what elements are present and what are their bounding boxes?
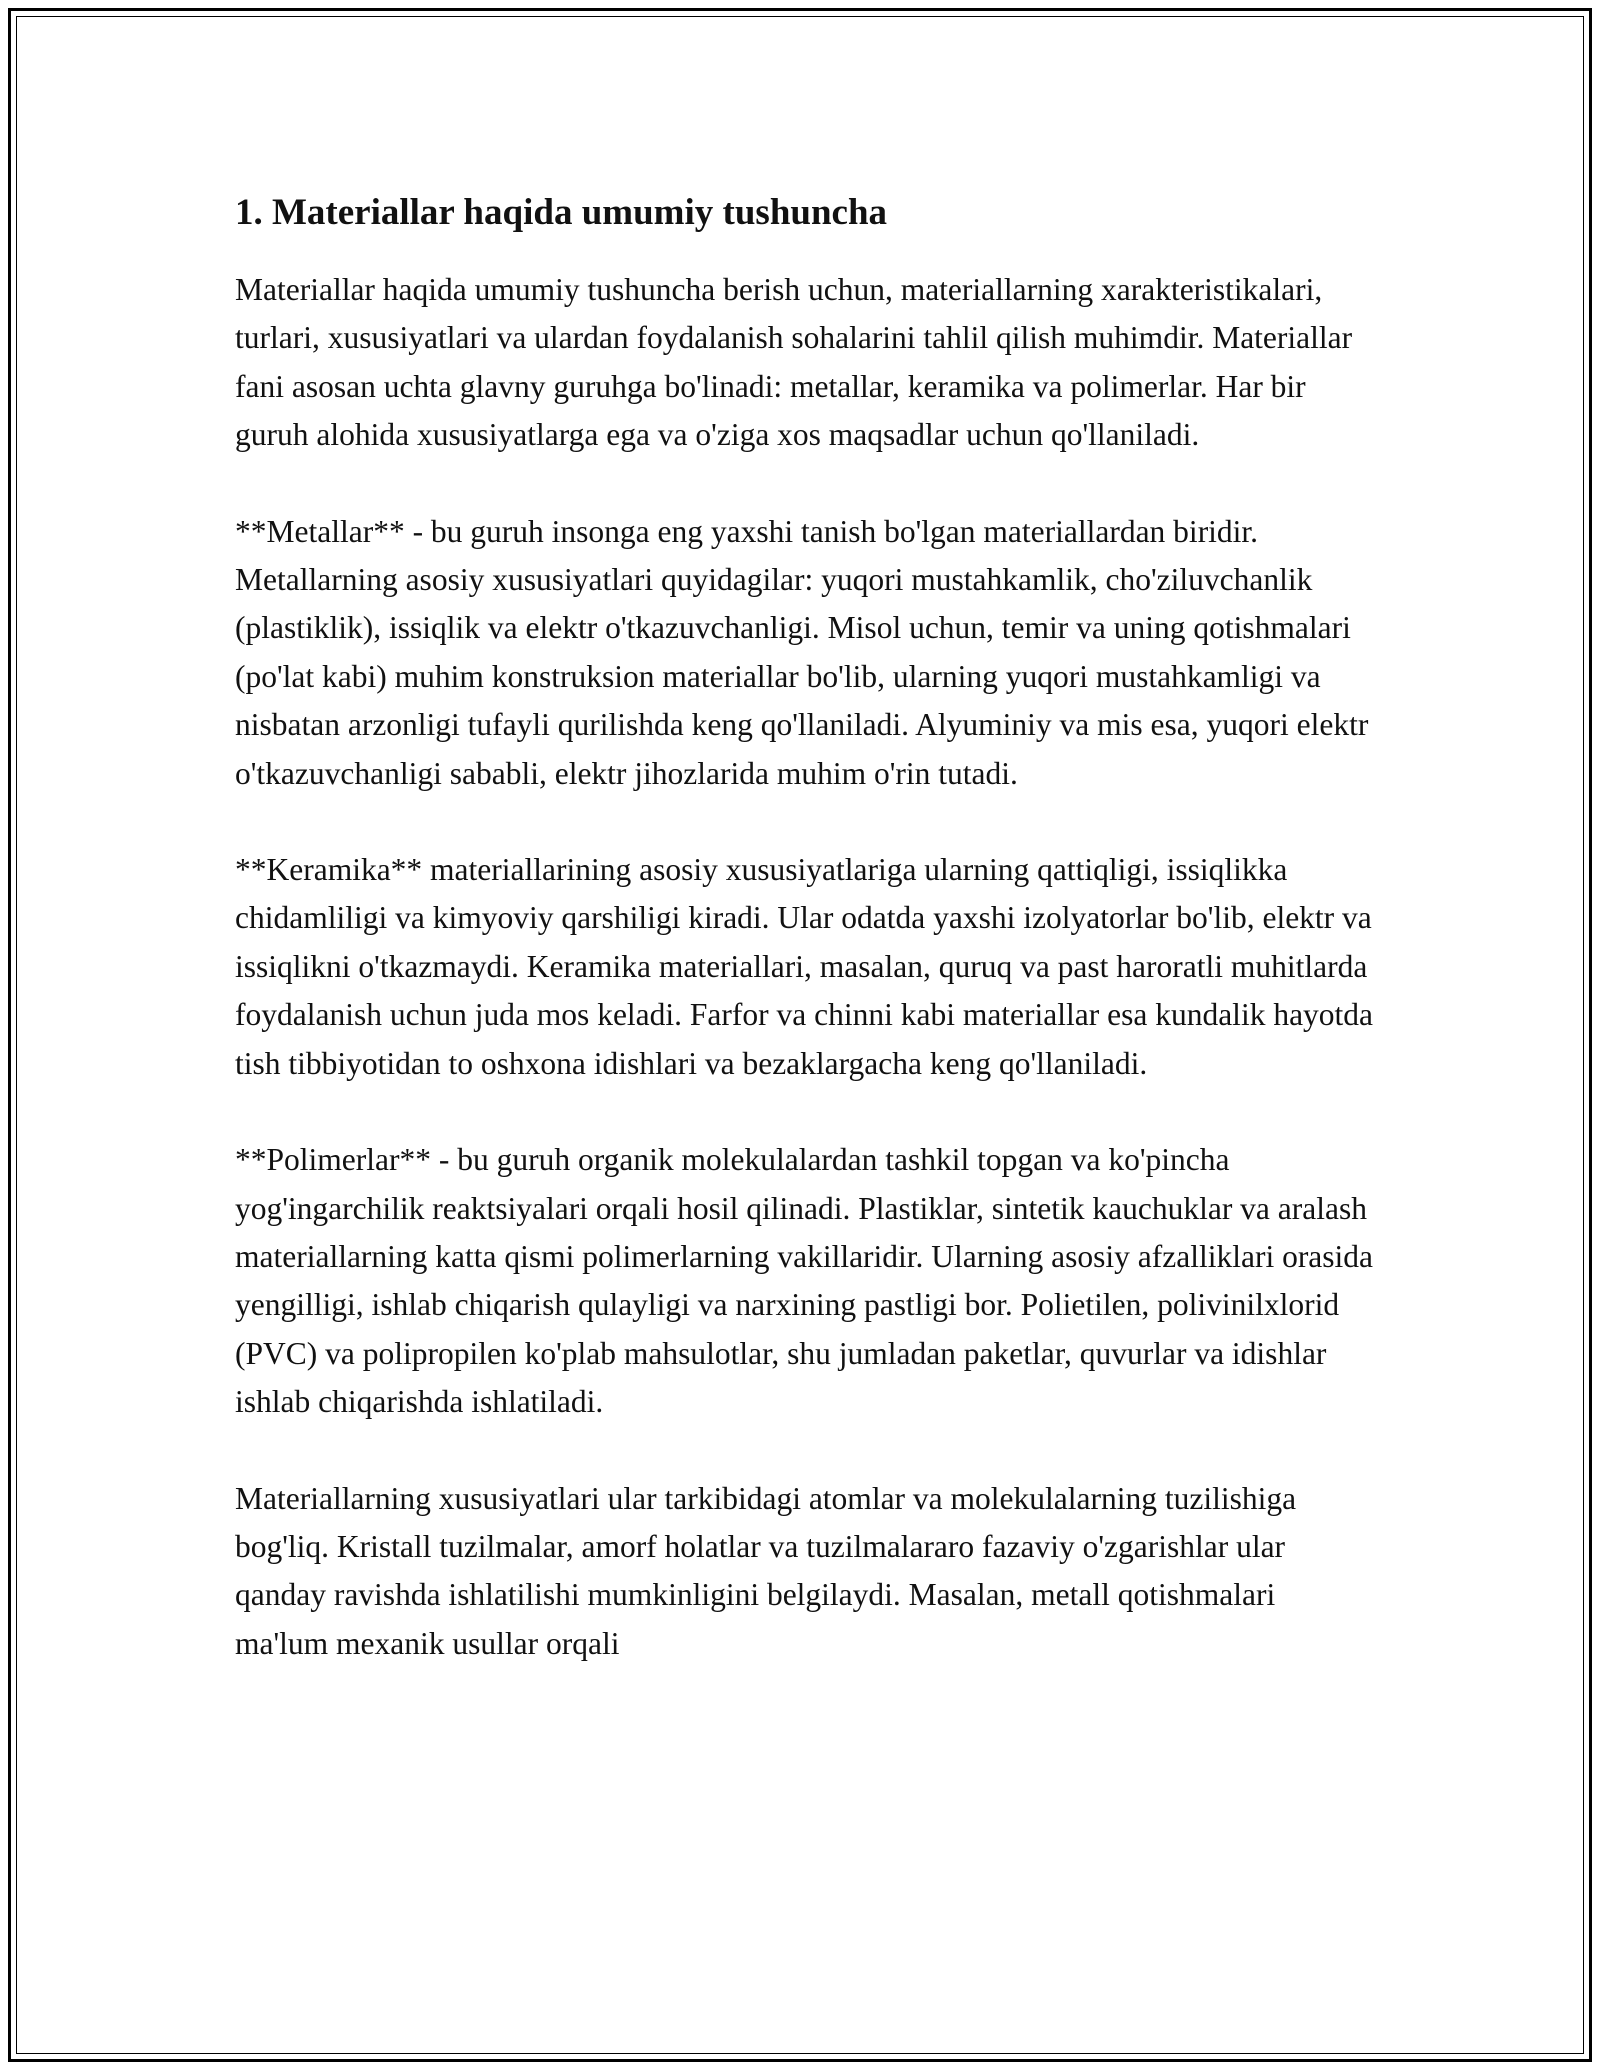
paragraph-ceramics: **Keramika** materiallarining asosiy xususiyatlariga ularning qattiqligi, issiqlikka chidamliligi va kimyoviy qarshiligi kiradi. Ular odatda yaxshi izolyatorlar bo'lib, elektr va issiqlikni o'tkazmaydi. Keramika materiallari, masalan, quruq va past haroratli muhitlarda foydalanish uchun juda mos keladi. Farfor va chinni kabi materiallar esa kundalik hayotda tish tibbiyotidan to oshxona idishlari va bezaklargacha keng qo'llaniladi.	[235, 852, 1374, 1081]
paragraph-polymers: **Polimerlar** - bu guruh organik molekulalardan tashkil topgan va ko'pincha yog'ingarchilik reaktsiyalari orqali hosil qilinadi. Plastiklar, sintetik kauchuklar va aralash materiallarning katta qismi polimerlarning vakillaridir. Ularning asosiy afzalliklari orasida yengilligi, ishlab chiqarish qulayligi va narxining pastligi bor. Polietilen, polivinilxlorid (PVC) va polipropilen ko'plab mahsulotlar, shu jumladan paketlar, quvurlar va idishlar ishlab chiqarishda ishlatiladi.	[235, 1142, 1374, 1420]
section-title: 1. Materiallar haqida umumiy tushuncha	[235, 192, 888, 233]
paragraph-metals: **Metallar** - bu guruh insonga eng yaxshi tanish bo'lgan materiallardan biridir. Metallarning asosiy xususiyatlari quyidagilar: yuqori mustahkamlik, cho'ziluvchanlik (plastiklik), issiqlik va elektr o'tkazuvchanligi. Misol uchun, temir va uning qotishmalari (po'lat kabi) muhim konstruksion materiallar bo'lib, ularning yuqori mustahkamligi va nisbatan arzonligi tufayli qurilishda keng qo'llaniladi. Alyuminiy va mis esa, yuqori elektr o'tkazuvchanligi sababli, elektr jihozlarida muhim o'rin tutadi.	[235, 513, 1369, 791]
paragraph-properties: Materiallarning xususiyatlari ular tarkibidagi atomlar va molekulalarning tuzilishiga bog'liq. Kristall tuzilmalar, amorf holatlar va tuzilmalararo fazaviy o'zgarishlar ular qanday ravishda ishlatilishi mumkinligini belgilaydi. Masalan, metall qotishmalari ma'lum mexanik usullar orqali	[235, 1480, 1297, 1661]
document-body	[235, 190, 1375, 1716]
paragraph-intro: Materiallar haqida umumiy tushuncha berish uchun, materiallarning xarakteristikalari, turlari, xususiyatlari va ulardan foydalanish sohalarini tahlil qilish muhimdir. Materiallar fani asosan uchta glavny guruhga bo'linadi: metallar, keramika va polimerlar. Har bir guruh alohida xususiyatlarga ega va o'ziga xos maqsadlar uchun qo'llaniladi.	[235, 272, 1353, 453]
